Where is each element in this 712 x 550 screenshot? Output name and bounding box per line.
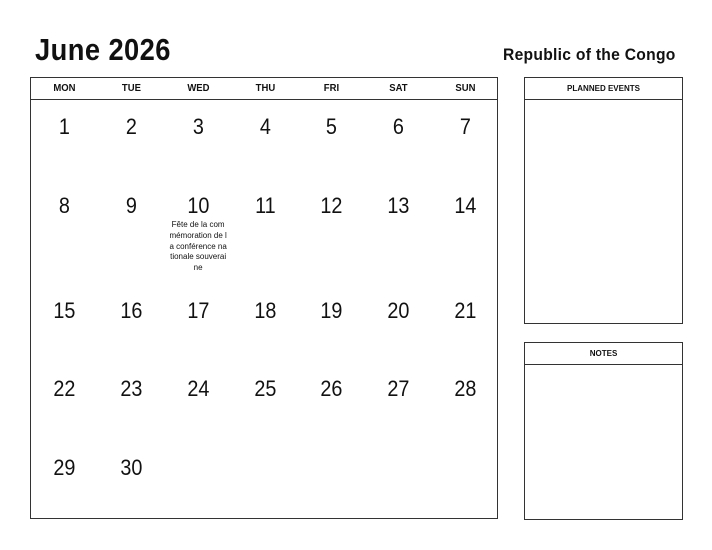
day-number: 2 [125, 114, 137, 139]
day-number: 4 [259, 114, 271, 139]
day-number: 6 [393, 114, 405, 139]
planned-events-title: PLANNED EVENTS [525, 78, 682, 100]
day-cell[interactable] [98, 441, 165, 481]
weekday-mon: MON [53, 83, 76, 94]
day-number: 28 [454, 376, 477, 401]
day-number: 9 [125, 193, 137, 218]
day-number: 27 [387, 376, 410, 401]
weekday-sun: SUN [455, 83, 476, 94]
day-number: 20 [387, 298, 410, 323]
day-number: 29 [53, 455, 76, 480]
day-cell[interactable] [31, 100, 98, 140]
weekday-thu: THU [255, 83, 275, 94]
day-number: 12 [320, 193, 343, 218]
day-number: 16 [120, 298, 143, 323]
day-cell[interactable] [298, 284, 365, 324]
day-number: 15 [53, 298, 76, 323]
day-number: 25 [253, 376, 277, 401]
day-number: 30 [120, 455, 143, 480]
day-number: 21 [454, 298, 477, 323]
day-cell[interactable] [31, 179, 98, 219]
day-number: 10 [187, 193, 210, 218]
day-number: 8 [58, 193, 70, 218]
calendar-grid [30, 77, 498, 519]
day-number: 19 [320, 298, 343, 323]
day-cell[interactable] [31, 362, 98, 402]
day-cell[interactable] [432, 100, 499, 140]
day-number: 13 [387, 193, 410, 218]
holiday-label: Fête de la commémoration de la conférence nationale souveraine [169, 220, 227, 273]
day-cell[interactable] [232, 179, 299, 219]
day-number: 14 [454, 193, 477, 218]
page-title: June 2026 [35, 32, 171, 67]
day-cell[interactable] [432, 284, 499, 324]
day-number: 17 [187, 298, 210, 323]
country-label: Republic of the Congo [503, 45, 676, 64]
weekday-wed: WED [187, 83, 210, 94]
weekday-header-row [31, 78, 497, 100]
day-number: 18 [253, 298, 277, 323]
day-cell[interactable] [298, 100, 365, 140]
day-cell[interactable] [165, 284, 232, 324]
day-cell[interactable] [31, 284, 98, 324]
day-cell[interactable] [365, 284, 432, 324]
notes-title: NOTES [525, 343, 682, 365]
day-number: 7 [460, 114, 472, 139]
day-cell[interactable] [98, 362, 165, 402]
day-cell-holiday[interactable] [165, 179, 232, 274]
day-cell[interactable] [165, 362, 232, 402]
day-number: 3 [192, 114, 204, 139]
day-number: 22 [53, 376, 76, 401]
day-cell[interactable] [165, 100, 232, 140]
day-cell[interactable] [298, 179, 365, 219]
day-number: 26 [320, 376, 343, 401]
day-cell[interactable] [98, 100, 165, 140]
day-cell[interactable] [98, 284, 165, 324]
notes-panel[interactable] [524, 342, 683, 520]
day-cell[interactable] [98, 179, 165, 219]
day-cell[interactable] [365, 179, 432, 219]
weekday-tue: TUE [121, 83, 141, 94]
day-cell[interactable] [232, 284, 299, 324]
day-cell[interactable] [365, 362, 432, 402]
planned-events-panel[interactable] [524, 77, 683, 324]
day-cell[interactable] [31, 441, 98, 481]
day-number: 23 [120, 376, 143, 401]
weekday-fri: FRI [324, 83, 340, 94]
day-cell[interactable] [232, 362, 299, 402]
day-cell[interactable] [365, 100, 432, 140]
day-cell[interactable] [298, 362, 365, 402]
day-cell[interactable] [232, 100, 299, 140]
day-number: 24 [187, 376, 210, 401]
day-number: 5 [326, 114, 338, 139]
weekday-sat: SAT [389, 83, 408, 94]
day-cell[interactable] [432, 179, 499, 219]
day-number: 1 [58, 114, 70, 139]
day-cell[interactable] [432, 362, 499, 402]
day-number: 11 [254, 193, 276, 218]
